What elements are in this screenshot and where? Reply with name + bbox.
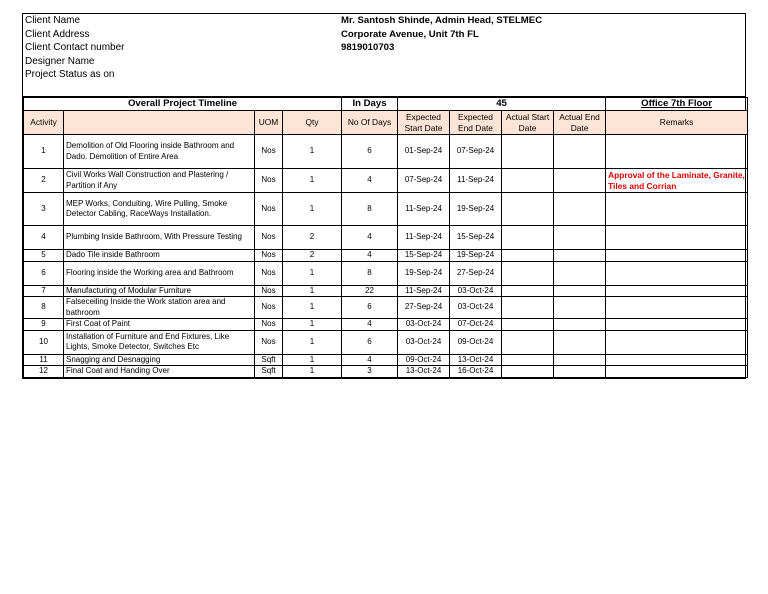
days-cell: 4 [342, 169, 398, 193]
remarks-cell [606, 261, 748, 285]
actual-start-cell [502, 330, 554, 354]
description-cell: Falseceiling Inside the Work station area and bathroom [64, 297, 255, 319]
activity-cell: 8 [24, 297, 64, 319]
uom-cell: Nos [255, 193, 283, 226]
expected-end-cell: 27-Sep-24 [450, 261, 502, 285]
client-contact-label: Client Contact number [25, 42, 125, 53]
client-info-block [22, 13, 746, 97]
remarks-cell [606, 366, 748, 378]
col-days: No Of Days [342, 111, 398, 135]
client-address-label: Client Address [25, 28, 90, 40]
days-cell: 4 [342, 354, 398, 366]
col-activity: Activity [24, 111, 64, 135]
days-cell: 3 [342, 366, 398, 378]
description-cell: Flooring inside the Working area and Bathroom [64, 261, 255, 285]
activity-cell: 1 [24, 135, 64, 169]
expected-start-cell: 15-Sep-24 [398, 250, 450, 262]
activity-cell: 10 [24, 330, 64, 354]
days-cell: 4 [342, 319, 398, 331]
table-row [24, 193, 748, 226]
actual-start-cell [502, 250, 554, 262]
column-header-row [24, 111, 748, 135]
remarks-cell [606, 330, 748, 354]
actual-end-cell [554, 226, 606, 250]
qty-cell: 1 [283, 193, 342, 226]
table-row [24, 250, 748, 262]
col-expected-end: Expected End Date [450, 111, 502, 135]
qty-cell: 2 [283, 226, 342, 250]
table-row [24, 169, 748, 193]
remarks-cell [606, 226, 748, 250]
col-uom: UOM [255, 111, 283, 135]
expected-end-cell: 07-Oct-24 [450, 319, 502, 331]
in-days-label: In Days [342, 98, 398, 111]
remarks-cell [606, 285, 748, 297]
days-cell: 8 [342, 261, 398, 285]
expected-start-cell: 03-Oct-24 [398, 319, 450, 331]
remarks-cell [606, 135, 748, 169]
days-cell: 8 [342, 193, 398, 226]
actual-start-cell [502, 354, 554, 366]
qty-cell: 1 [283, 285, 342, 297]
actual-end-cell [554, 135, 606, 169]
activity-cell: 9 [24, 319, 64, 331]
uom-cell: Nos [255, 169, 283, 193]
uom-cell: Sqft [255, 366, 283, 378]
uom-cell: Nos [255, 135, 283, 169]
activity-cell: 2 [24, 169, 64, 193]
expected-start-cell: 01-Sep-24 [398, 135, 450, 169]
expected-end-cell: 09-Oct-24 [450, 330, 502, 354]
expected-start-cell: 11-Sep-24 [398, 226, 450, 250]
description-cell: Demolition of Old Flooring inside Bathroom and Dado. Demolition of Entire Area [64, 135, 255, 169]
uom-cell: Nos [255, 226, 283, 250]
col-remarks: Remarks [606, 111, 748, 135]
table-row [24, 330, 748, 354]
description-cell: First Coat of Paint [64, 319, 255, 331]
activity-cell: 7 [24, 285, 64, 297]
expected-start-cell: 19-Sep-24 [398, 261, 450, 285]
remarks-cell: Approval of the Laminate, Granite, Tiles and Corrian [606, 169, 748, 193]
expected-end-cell: 03-Oct-24 [450, 297, 502, 319]
expected-start-cell: 27-Sep-24 [398, 297, 450, 319]
in-days-value: 45 [398, 98, 606, 111]
expected-end-cell: 15-Sep-24 [450, 226, 502, 250]
activity-cell: 6 [24, 261, 64, 285]
expected-start-cell: 07-Sep-24 [398, 169, 450, 193]
expected-end-cell: 11-Sep-24 [450, 169, 502, 193]
actual-end-cell [554, 193, 606, 226]
uom-cell: Nos [255, 330, 283, 354]
expected-start-cell: 09-Oct-24 [398, 354, 450, 366]
remarks-cell [606, 250, 748, 262]
client-name-label: Client Name [25, 15, 81, 26]
timeline-header-row [24, 98, 748, 111]
actual-start-cell [502, 366, 554, 378]
expected-end-cell: 13-Oct-24 [450, 354, 502, 366]
table-row [24, 135, 748, 169]
actual-end-cell [554, 354, 606, 366]
description-cell: Final Coat and Handing Over [64, 366, 255, 378]
table-row [24, 319, 748, 331]
actual-start-cell [502, 169, 554, 193]
qty-cell: 1 [283, 366, 342, 378]
expected-end-cell: 19-Sep-24 [450, 250, 502, 262]
days-cell: 4 [342, 250, 398, 262]
col-qty: Qty [283, 111, 342, 135]
expected-end-cell: 03-Oct-24 [450, 285, 502, 297]
expected-start-cell: 13-Oct-24 [398, 366, 450, 378]
actual-end-cell [554, 366, 606, 378]
uom-cell: Nos [255, 261, 283, 285]
remarks-cell [606, 297, 748, 319]
remarks-cell [606, 193, 748, 226]
col-expected-start: Expected Start Date [398, 111, 450, 135]
description-cell: Snagging and Desnagging [64, 354, 255, 366]
qty-cell: 1 [283, 354, 342, 366]
expected-start-cell: 03-Oct-24 [398, 330, 450, 354]
activity-cell: 12 [24, 366, 64, 378]
actual-start-cell [502, 226, 554, 250]
activity-cell: 5 [24, 250, 64, 262]
qty-cell: 1 [283, 297, 342, 319]
expected-end-cell: 16-Oct-24 [450, 366, 502, 378]
description-cell: Plumbing Inside Bathroom, With Pressure Testing [64, 226, 255, 250]
remarks-cell [606, 354, 748, 366]
days-cell: 6 [342, 330, 398, 354]
actual-end-cell [554, 250, 606, 262]
actual-end-cell [554, 330, 606, 354]
uom-cell: Sqft [255, 354, 283, 366]
actual-start-cell [502, 135, 554, 169]
activity-cell: 11 [24, 354, 64, 366]
uom-cell: Nos [255, 319, 283, 331]
uom-cell: Nos [255, 250, 283, 262]
client-contact-value: 9819010703 [341, 42, 395, 53]
qty-cell: 1 [283, 261, 342, 285]
designer-name-label: Designer Name [25, 55, 95, 67]
qty-cell: 1 [283, 319, 342, 331]
description-cell: MEP Works, Conduiting, Wire Pulling, Smoke Detector Cabling, RaceWays Installation. [64, 193, 255, 226]
table-row [24, 366, 748, 378]
table-row [24, 261, 748, 285]
actual-end-cell [554, 169, 606, 193]
actual-end-cell [554, 285, 606, 297]
days-cell: 4 [342, 226, 398, 250]
description-cell: Manufacturing of Modular Furniture [64, 285, 255, 297]
remarks-cell [606, 319, 748, 331]
actual-start-cell [502, 319, 554, 331]
actual-end-cell [554, 261, 606, 285]
description-cell: Dado Tile inside Bathroom [64, 250, 255, 262]
project-status-label: Project Status as on [25, 69, 115, 80]
actual-start-cell [502, 297, 554, 319]
days-cell: 6 [342, 135, 398, 169]
qty-cell: 1 [283, 169, 342, 193]
timeline-title: Overall Project Timeline [24, 98, 342, 111]
table-row [24, 297, 748, 319]
location-label: Office 7th Floor [606, 98, 748, 111]
col-actual-end: Actual End Date [554, 111, 606, 135]
actual-end-cell [554, 319, 606, 331]
days-cell: 6 [342, 297, 398, 319]
col-actual-start: Actual Start Date [502, 111, 554, 135]
description-cell: Civil Works Wall Construction and Plastering / Partition if Any [64, 169, 255, 193]
expected-start-cell: 11-Sep-24 [398, 285, 450, 297]
col-description [64, 111, 255, 135]
qty-cell: 1 [283, 135, 342, 169]
table-row [24, 354, 748, 366]
table-row [24, 285, 748, 297]
actual-end-cell [554, 297, 606, 319]
qty-cell: 1 [283, 330, 342, 354]
actual-start-cell [502, 285, 554, 297]
uom-cell: Nos [255, 285, 283, 297]
uom-cell: Nos [255, 297, 283, 319]
client-name-value: Mr. Santosh Shinde, Admin Head, STELMEC [341, 15, 543, 26]
expected-end-cell: 19-Sep-24 [450, 193, 502, 226]
expected-start-cell: 11-Sep-24 [398, 193, 450, 226]
days-cell: 22 [342, 285, 398, 297]
actual-start-cell [502, 193, 554, 226]
activity-cell: 3 [24, 193, 64, 226]
description-cell: Installation of Furniture and End Fixtures, Like Lights, Smoke Detector, Switches Etc [64, 330, 255, 354]
expected-end-cell: 07-Sep-24 [450, 135, 502, 169]
project-sheet [22, 13, 746, 379]
activity-cell: 4 [24, 226, 64, 250]
table-row [24, 226, 748, 250]
actual-start-cell [502, 261, 554, 285]
client-address-value: Corporate Avenue, Unit 7th FL [341, 28, 479, 40]
qty-cell: 2 [283, 250, 342, 262]
timeline-table [23, 97, 748, 378]
